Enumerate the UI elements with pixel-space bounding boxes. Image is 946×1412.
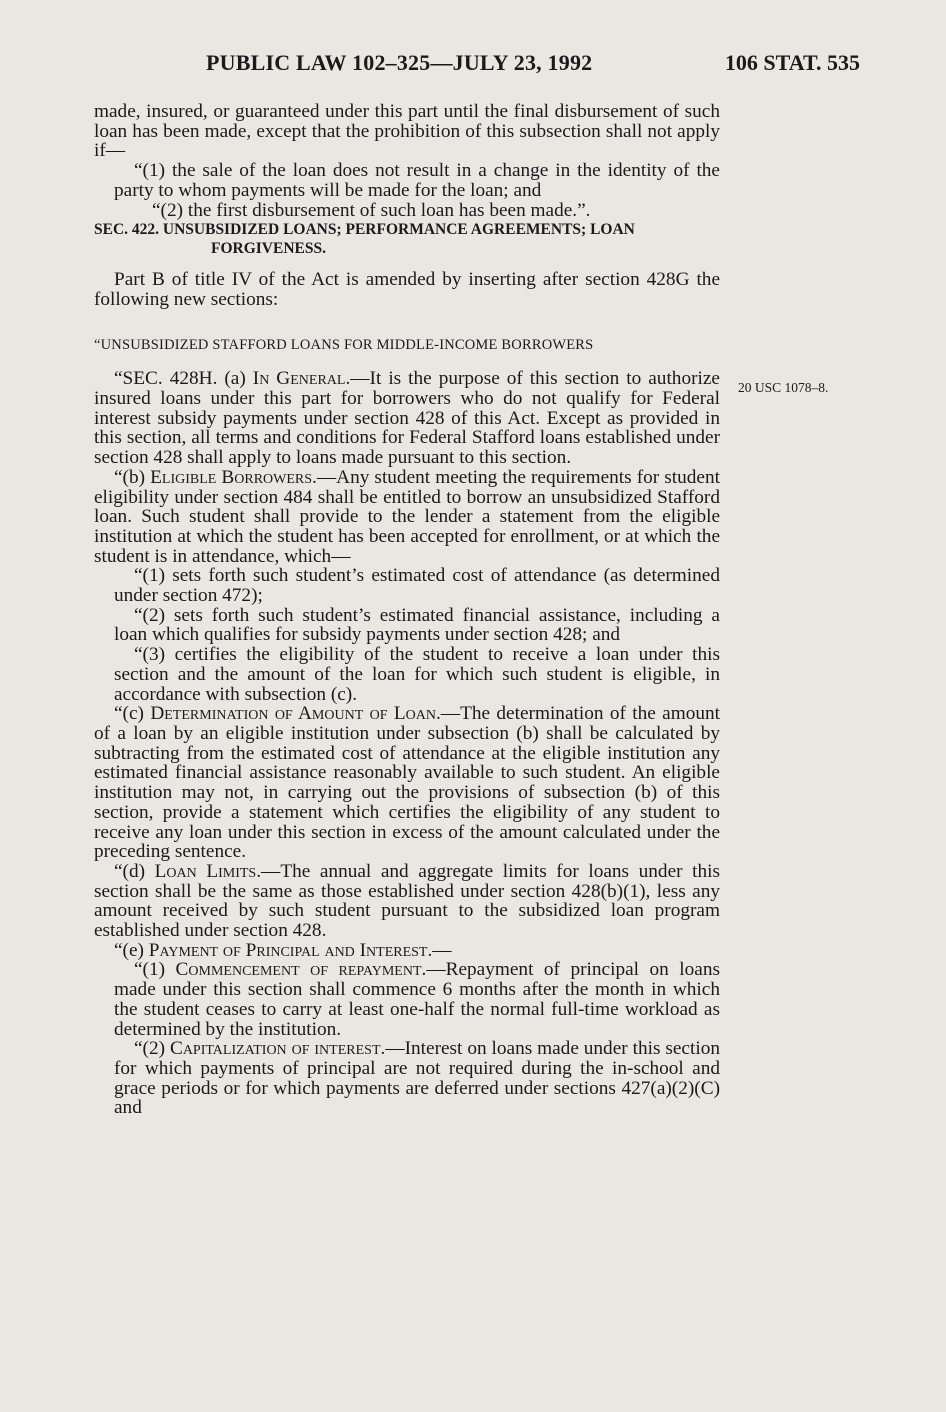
list-item: “(2) the first disbursement of such loan has been made.”. <box>152 199 591 221</box>
paragraph: made, insured, or guaranteed under this part until the final disbursement of such loan has been made, except that the prohibition of this subsection shall not apply if— <box>94 101 720 162</box>
subsection-heading: Eligible Borrowers. <box>150 466 317 488</box>
subsection-title: “UNSUBSIDIZED STAFFORD LOANS FOR MIDDLE-INCOME BORROWERS <box>94 336 594 353</box>
subsection-heading: Determination of Amount of Loan. <box>150 703 441 725</box>
item-lead: “(1) <box>134 959 176 981</box>
subsection-lead: “(c) <box>114 703 151 725</box>
subsection-e <box>94 941 720 961</box>
subsection-text: —It is the purpose of this section to authorize insured loans under this part for borrowers who do not qualify for Federal interest subsidy payments under section 428 of this Act. Except as provided in this section, all terms and conditions for Federal Stafford loans established under section 428 shall apply to loans made pursuant to this section. <box>94 368 720 469</box>
subsection-d <box>94 862 720 941</box>
list-item <box>76 1039 720 1118</box>
list-item: “(1) the sale of the loan does not result in a change in the identity of the party to whom payments will be made for the loan; and <box>114 160 720 201</box>
subsection-text: —The annual and aggregate limits for loans under this section shall be the same as those established under section 428(b)(1), less any amount received by such student pursuant to the subsidized loan program established under section 428. <box>94 860 720 942</box>
item-lead: “(2) <box>134 1038 170 1060</box>
subsection-a <box>94 369 720 468</box>
subsection-b <box>94 468 720 567</box>
list-item: “(3) certifies the eligibility of the student to receive a loan under this section and the amount of the loan for which such student is eligible, in accordance with subsection (c). <box>114 644 720 705</box>
section-heading <box>94 220 720 258</box>
subsection-lead: “(e) <box>114 939 149 961</box>
item-heading: Commencement of repayment. <box>175 959 427 981</box>
item-text: —Repayment of principal on loans made under this section shall commence 6 months after the month in which the student ceases to carry at least one-half the normal full-time workload as determined by the institution. <box>114 959 720 1040</box>
subsection-heading: Loan Limits. <box>154 860 262 882</box>
subsection-lead: “(b) <box>114 466 151 488</box>
subsection-text: —The determination of the amount of a loan by an eligible institution under subsection (b) shall be calculated by subtracting from the estimated cost of attendance at the eligible institution any estimated financial assistance reasonably available to such student. An eligible institution may not, in carrying out the provisions of subsection (b) of this section, provide a statement which certifies the eligibility of any student to receive any loan under this section in excess of the amount calculated under the preceding sentence. <box>94 703 721 863</box>
item-heading: Capitalization of interest. <box>169 1038 386 1060</box>
list-item <box>76 960 720 1039</box>
statute-page-number: 106 STAT. 535 <box>724 50 860 75</box>
subsection-c <box>94 704 720 862</box>
subsection-lead: “(d) <box>114 860 155 882</box>
subsection-text: — <box>432 939 452 961</box>
margin-citation: 20 USC 1078–8. <box>738 380 829 395</box>
page-title: PUBLIC LAW 102–325—JULY 23, 1992 <box>206 50 593 75</box>
subsection-heading: Payment of Principal and Interest. <box>148 939 433 961</box>
section-heading-line: SEC. 422. UNSUBSIDIZED LOANS; PERFORMANCE AGREEMENTS; LOAN <box>94 221 635 239</box>
subsection-text: —Any student meeting the requirements for student eligibility under section 484 shall be entitled to borrow an unsubsidized Stafford loan. Such student shall provide to the lender a statement from the eligible institution at which the student has been accepted for enrollment, or at which the student is in attendance, which— <box>94 466 720 567</box>
subsection-lead: “SEC. 428H. (a) <box>114 368 253 390</box>
item-text: —Interest on loans made under this section for which payments of principal are not required during the in-school and grace periods or for which payments are deferred under sections 427(a)(2)(C) and <box>114 1038 720 1119</box>
page-header <box>206 50 860 84</box>
section-heading-line: FORGIVENESS. <box>211 240 326 258</box>
subsection-heading: In General. <box>252 368 351 390</box>
document-body <box>94 102 720 1118</box>
list-item: “(1) sets forth such student’s estimated cost of attendance (as determined under section 472); <box>114 565 720 607</box>
list-item: “(2) sets forth such student’s estimated financial assistance, including a loan which qualifies for subsidy payments under section 428; and <box>114 604 720 646</box>
paragraph: Part B of title IV of the Act is amended by inserting after section 428G the following new sections: <box>94 269 720 310</box>
